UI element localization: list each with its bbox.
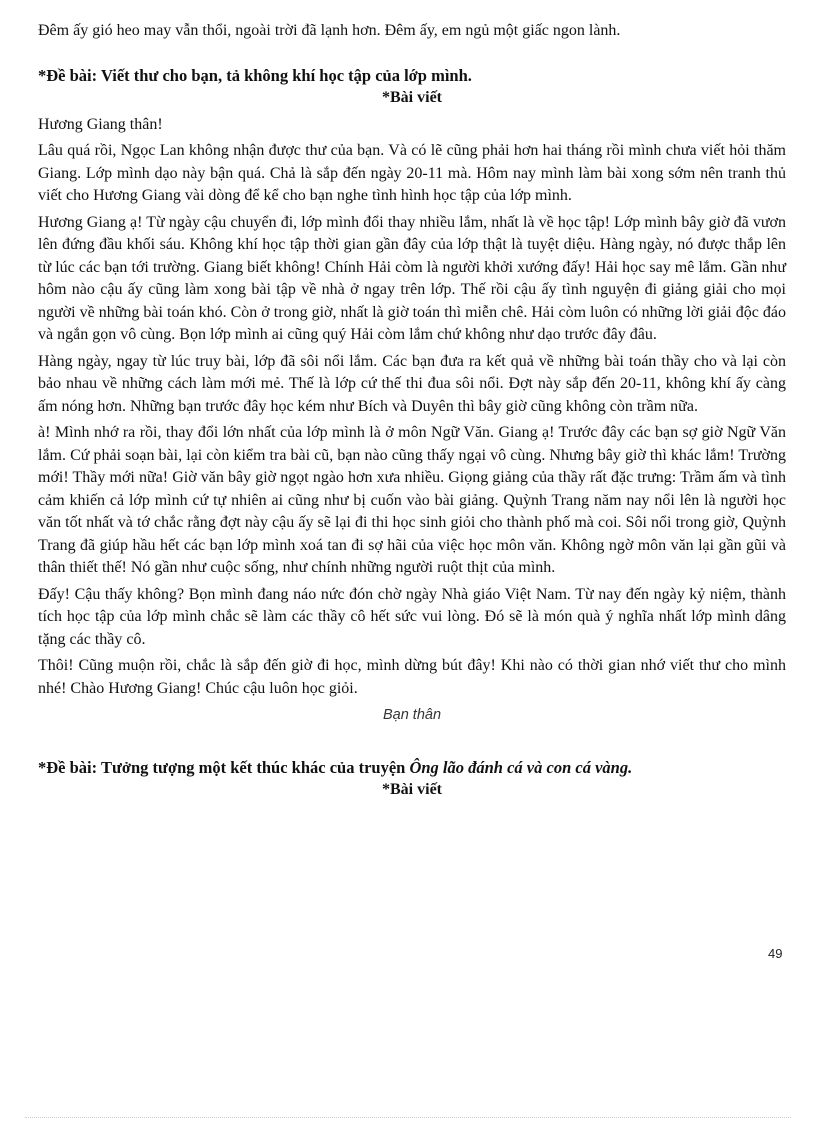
letter-paragraph-2: Hương Giang ạ! Từ ngày cậu chuyển đi, lớp mình đổi thay nhiều lắm, nhất là về học tập! Lớp mình bây giờ đã vươn lên đứng đầu khối sáu. Không khí học tập thời gian gần đây của lớp thật là tuyệt diệu. Hàng ngày, nó được thắp lên từ lúc các bạn tới trường. Giang biết không! Chính Hải còm là người khởi xướng đấy! Hải học say mê lắm. Gần như hôm nào cậu ấy cũng làm xong bài tập về nhà ở ngay trên lớp. Thế rồi cậu ấy tình nguyện đi giảng giải cho mọi người về những bài toán khó. Còn ở trong giờ, nhất là giờ toán thì miễn chê. Hải còm luôn có những lời giải độc đáo và ngắn gọn vô cùng. Bọn lớp mình ai cũng quý Hải còm lắm chứ không như dạo trước đây đâu.: [38, 213, 786, 343]
letter-greeting: Hương Giang thân!: [38, 115, 163, 133]
letter-paragraph-3: Hàng ngày, ngay từ lúc truy bài, lớp đã sôi nổi lắm. Các bạn đưa ra kết quả về những bài toán thầy cho và lại còn bảo nhau về những cách làm mới mẻ. Thế là lớp cứ thế thi đua sôi nổi. Đợt này sắp đến 20-11, không khí ấy càng ấm nóng hơn. Những bạn trước đây học kém như Bích và Duyên thì bây giờ cũng không còn trầm nữa.: [38, 352, 786, 415]
letter-signature: Bạn thân: [382, 707, 442, 723]
letter-paragraph-4: à! Mình nhớ ra rồi, thay đổi lớn nhất của lớp mình là ở môn Ngữ Văn. Giang ạ! Trước đây các bạn sợ giờ Ngữ Văn lắm. Cứ phải soạn bài, lại còn kiểm tra bài cũ, bạn nào cũng thấy ngại vô cùng. Nhưng bây giờ thì khác lắm! Trường mới! Thầy mới nữa! Giờ văn bây giờ ngọt ngào hơn xưa nhiều. Giọng giảng của thầy rất đặc trưng: Trầm ấm và tình cảm khiến cả lớp mình cứ tự nhiên ai cũng như bị cuốn vào bài giảng. Quỳnh Trang năm nay nổi lên là người học văn tốt nhất và tớ chắc rằng đợt này cậu ấy sẽ lại đi thi học sinh giỏi cho thành phố mà coi. Sôi nổi trong giờ, Quỳnh Trang đã giúp hầu hết các bạn lớp mình xoá tan đi sợ hãi của việc học môn văn. Không ngờ môn văn lại gần gũi và thân thiết thế! Nó gần như cuộc sống, như chính những người ruột thịt của mình.: [38, 424, 786, 576]
letter-paragraph-5: Đấy! Cậu thấy không? Bọn mình đang náo nức đón chờ ngày Nhà giáo Việt Nam. Từ nay đến ngày kỷ niệm, thành tích học tập của lớp mình chắc sẽ làm các thầy cô hết sức vui lòng. Đó sẽ là món quà ý nghĩa nhất lớp mình dâng tặng các thầy cô.: [38, 585, 786, 648]
footer-divider: [25, 1117, 791, 1118]
letter-paragraph-6: Thôi! Cũng muộn rồi, chắc là sắp đến giờ đi học, mình dừng bút đây! Khi nào có thời gian nhớ viết thư cho mình nhé! Chào Hương Giang! Chúc cậu luôn học giỏi.: [38, 657, 786, 697]
section2-heading-story-title: Ông lão đánh cá và con cá vàng.: [409, 757, 633, 777]
section1-heading: *Đề bài: Viết thư cho bạn, tả không khí học tập của lớp mình.: [38, 65, 472, 85]
section2-heading: [38, 757, 786, 780]
letter-paragraph-1: Lâu quá rồi, Ngọc Lan không nhận được thư của bạn. Và có lẽ cũng phải hơn hai tháng rồi mình chưa viết hỏi thăm Giang. Lớp mình dạo này bận quá. Chả là sắp đến ngày 20-11 mà. Hôm nay mình làm bài xong sớm nên tranh thủ viết cho Hương Giang vài dòng để kể cho bạn nghe tình hình học tập của lớp mình.: [38, 142, 786, 204]
section2-heading-prefix: *Đề bài: Tưởng tượng một kết thúc khác của truyện: [38, 757, 410, 777]
section1-subheading: *Bài viết: [382, 89, 442, 106]
document-page: [38, 20, 786, 802]
intro-line: Đêm ấy gió heo may vẫn thổi, ngoài trời đã lạnh hơn. Đêm ấy, em ngủ một giấc ngon lành.: [38, 22, 621, 39]
page-number: 49: [768, 946, 783, 961]
section2-subheading: *Bài viết: [382, 781, 442, 798]
